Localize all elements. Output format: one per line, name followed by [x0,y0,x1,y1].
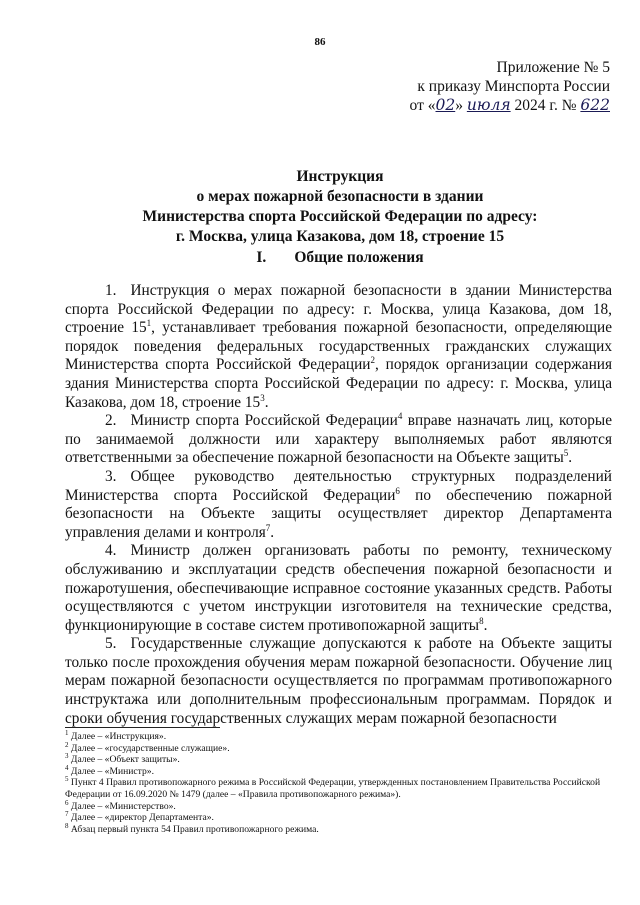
title-line-2: о мерах пожарной безопасности в здании [196,188,484,205]
paragraph-text: Инструкция о мерах пожарной безопасности в здании Министерства спорта Российской Федерации по адресу: г. Москва, улица Казакова, дом 18, строение 15 [65,282,612,337]
footnote-ref: 2 [370,355,375,366]
order-date-line [372,96,610,115]
page-number: 86 [314,36,326,48]
footnote-text: Далее – «Инструкция». [68,731,167,742]
section-heading [60,249,620,267]
appendix-header [372,58,610,115]
paragraph-1 [65,282,612,412]
paragraph-5 [65,635,612,728]
footnote-8 [65,821,612,836]
paragraph-text: Государственные служащие допускаются к работе на Объекте защиты только после прохождения обучения мерам пожарной безопасности. Обучение лиц мерам пожарной безопасности осуществляется по программам противопожарного инструктажа или дополнительным профессиональным программам. Порядок и сроки обучения государственных служащих мерам пожарной безопасности [65,635,612,727]
footnote-6 [65,798,612,813]
paragraph-2 [65,412,612,468]
paragraph-text: , устанавливает требования пожарной безопасности, определяющие порядок поведения федеральных государственных гражданских служащих Министерства спорта Российской Федерации [65,319,612,374]
title-line-1: Инструкция [296,168,384,185]
footnote-marker: 2 [65,740,69,749]
paragraph-text: . [568,449,573,467]
title-line-4: г. Москва, улица Казакова, дом 18, строение 15 [175,228,505,245]
footnote-3 [65,754,612,766]
handwritten-day: 02 [435,96,456,114]
footnote-marker: 3 [65,752,69,760]
paragraph-text: по обеспечению пожарной безопасности на Объекте защиты осуществляет директор Департамента управления делами и контроля [65,486,612,541]
footnote-text: Далее – «Объект защиты». [68,754,180,766]
date-prefix: от « [409,97,436,114]
paragraph-4 [65,542,612,635]
footnotes [65,728,612,835]
footnote-7 [65,809,612,824]
footnote-ref: 3 [260,392,265,403]
footnote-divider [65,727,220,728]
paragraph-number: 1. [105,282,117,299]
handwritten-month: июля [466,96,511,114]
footnote-ref: 1 [146,318,152,329]
paragraph-3 [65,468,612,542]
footnote-text: Абзац первый пункта 54 Правил противопожарного режима. [68,823,319,835]
footnote-text: Далее – «государственные служащие». [68,742,230,754]
footnote-4 [65,763,612,778]
footnote-1 [65,728,612,743]
footnote-text: Далее – «директор Департамента». [68,812,214,824]
paragraph-text: . [264,393,269,411]
paragraph-text: . [270,523,275,541]
paragraph-number: 3. [105,467,117,485]
document-body [65,282,612,728]
paragraph-number: 4. [105,542,117,560]
paragraph-text: , порядок организации содержания здания Министерства спорта Российской Федерации по адресу: г. Москва, улица Казакова, дом 18, строение 15 [65,356,612,411]
paragraph-text: вправе назначать лиц, которые по занимаемой должности или характеру выполняемых работ являются ответственными за обеспечение пожарной безопасности на Объекте защиты [65,412,612,467]
footnote-ref: 4 [397,411,403,422]
footnote-2 [65,740,612,755]
document-title [60,167,620,247]
paragraph-text: . [483,616,488,634]
appendix-label: Приложение № 5 [496,59,610,76]
footnote-marker: 4 [65,763,69,772]
footnote-ref: 5 [563,448,569,459]
paragraph-text: Министр должен организовать работы по ремонту, техническому обслуживанию и эксплуатации средств обеспечения пожарной безопасности и пожаротушения, обеспечивающие исправное состояние указанных средств. Работы осуществляются с учетом инструкции изготовителя на технические средства, функционирующие в составе систем противопожарной защиты [65,542,612,634]
footnote-text: Далее – «Министерство». [68,800,176,812]
paragraph-number: 2. [105,412,117,430]
date-sep: » [455,97,467,114]
footnote-marker: 5 [65,775,69,784]
footnote-marker: 6 [65,798,69,807]
footnote-text: Далее – «Министр». [68,765,154,777]
footnote-text: Пункт 4 Правил противопожарного режима в Российской Федерации, утвержденных постановлением Правительства Российской Федерации от 16.09.2020 № 1479 (далее – «Правила противопожарного режима»). [65,777,601,800]
footnote-marker: 7 [65,809,69,818]
paragraph-number: 5. [105,635,117,653]
order-reference: к приказу Минспорта России [417,78,610,95]
title-line-3: Министерства спорта Российской Федерации по адресу: [142,208,538,225]
footnote-ref: 7 [265,522,271,533]
paragraph-text: Общее руководство деятельностью структурных подразделений Министерства спорта Российской Федерации [65,467,612,504]
footnote-ref: 8 [479,615,484,626]
section-title: Общие положения [294,249,424,266]
footnote-marker: 8 [65,821,69,830]
handwritten-order-number: 622 [580,96,610,114]
footnote-marker: 1 [65,728,69,737]
footnote-5 [65,777,612,800]
date-year: 2024 г. № [510,97,581,114]
section-number: I. [256,249,267,266]
paragraph-text: Министр спорта Российской Федерации [130,412,398,430]
footnote-ref: 6 [395,485,400,496]
